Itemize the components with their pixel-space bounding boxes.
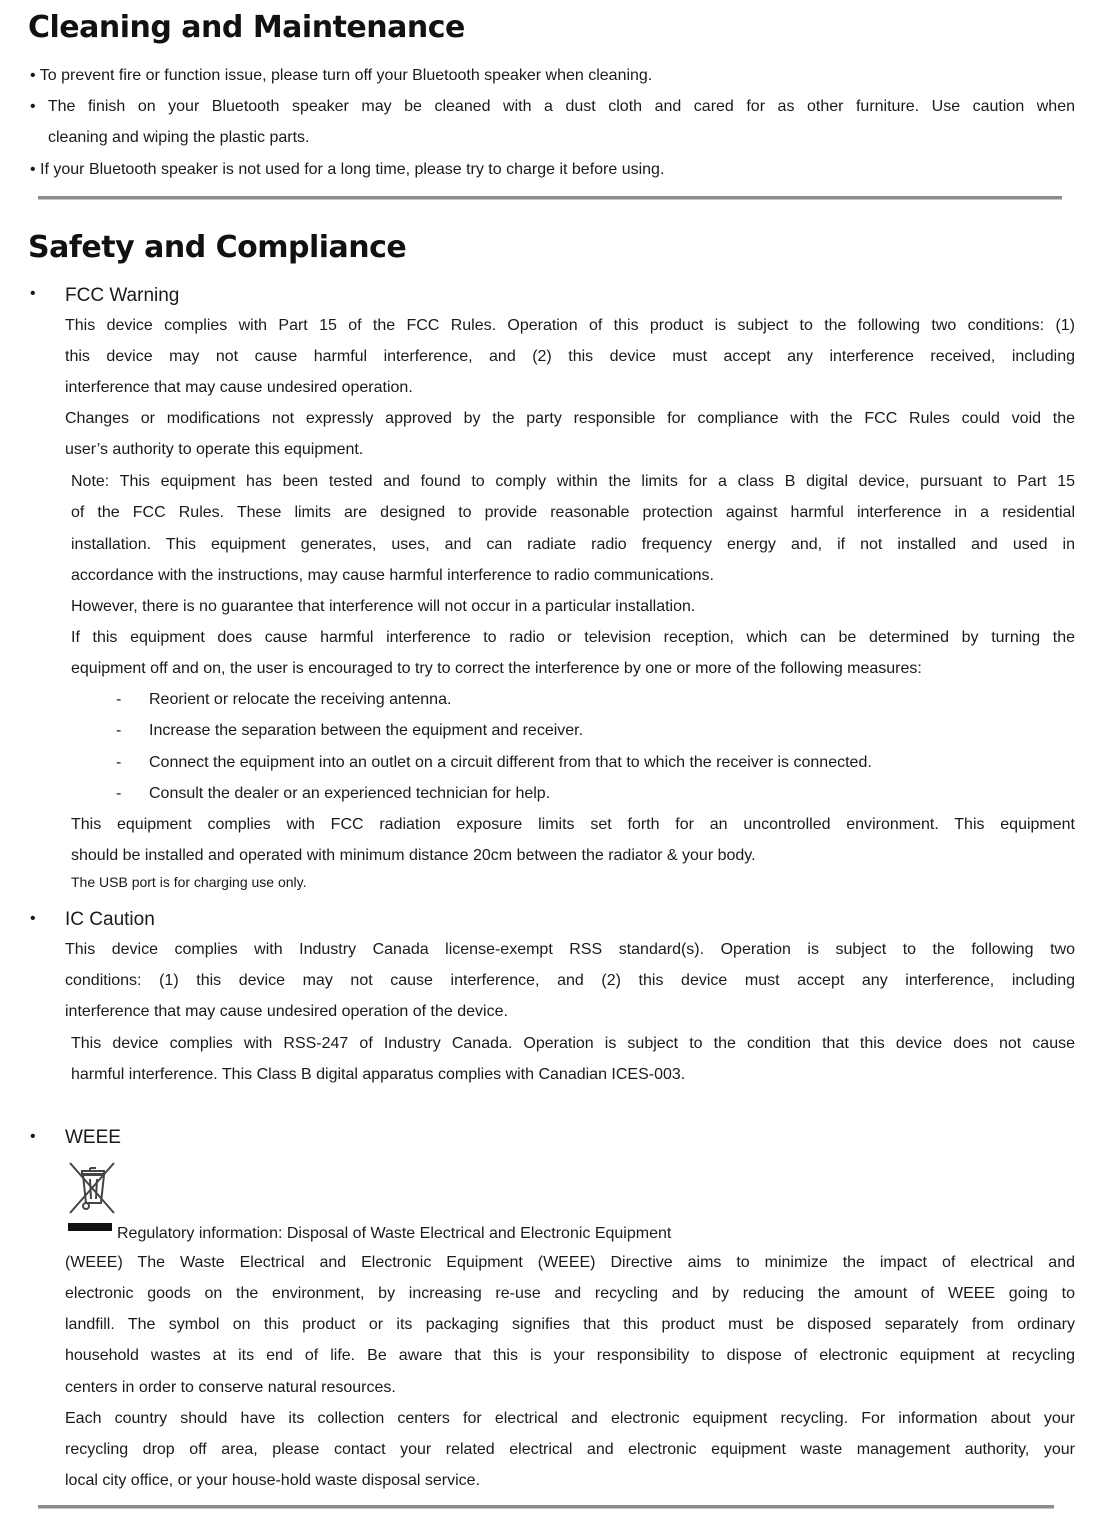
ic-rss-line-2: harmful interference. This Class B digital apparatus complies with Canadian ICES-003.: [71, 1066, 686, 1083]
weee-line-7: recycling drop off area, please contact your related electrical and electronic equipment waste management authority, your: [65, 1441, 1075, 1458]
fcc-note-line-2: of the FCC Rules. These limits are designed to provide reasonable protection against harmful interference in a residential: [71, 504, 1075, 521]
measure-dash: -: [116, 785, 122, 802]
fcc-note-line-1: Note: This equipment has been tested and found to comply within the limits for a class B digital device, pursuant to Part 15: [71, 473, 1075, 490]
fcc-line-2: this device may not cause harmful interference, and (2) this device must accept any interference received, including: [65, 348, 1075, 365]
fcc-bullet: •: [30, 285, 36, 302]
cleaning-bullet-3: • If your Bluetooth speaker is not used for a long time, please try to charge it before using.: [30, 161, 665, 178]
fcc-exposure-line-1: This equipment complies with FCC radiation exposure limits set forth for an uncontrolled environment. This equipment: [71, 816, 1075, 833]
cleaning-title: Cleaning and Maintenance: [28, 10, 465, 45]
measure-dash: -: [116, 691, 122, 708]
section-divider: [38, 196, 1062, 200]
ic-line-1: This device complies with Industry Canada license-exempt RSS standard(s). Operation is subject to the following two: [65, 941, 1075, 958]
weee-line-1: (WEEE) The Waste Electrical and Electronic Equipment (WEEE) Directive aims to minimize the impact of electrical and: [65, 1254, 1075, 1271]
usb-note: The USB port is for charging use only.: [71, 874, 307, 890]
weee-line-8: local city office, or your house-hold waste disposal service.: [65, 1472, 481, 1489]
fcc-guarantee-line: However, there is no guarantee that interference will not occur in a particular installation.: [71, 598, 696, 615]
ic-bullet: •: [30, 910, 36, 927]
ic-line-2: conditions: (1) this device may not cause interference, and (2) this device must accept any interference, including: [65, 972, 1075, 989]
fcc-note-line-3: installation. This equipment generates, uses, and can radiate radio frequency energy and, if not installed and used in: [71, 536, 1075, 553]
weee-line-5: centers in order to conserve natural resources.: [65, 1379, 396, 1396]
weee-heading: WEEE: [65, 1127, 121, 1148]
weee-bullet: •: [30, 1128, 36, 1145]
weee-line-6: Each country should have its collection centers for electrical and electronic equipment recycling. For information about your: [65, 1410, 1075, 1427]
measure-dash: -: [116, 754, 122, 771]
weee-line-4: household wastes at its end of life. Be aware that this is your responsibility to dispose of electronic equipment at recycling: [65, 1347, 1075, 1364]
safety-title: Safety and Compliance: [28, 230, 407, 265]
ic-line-3: interference that may cause undesired operation of the device.: [65, 1003, 508, 1020]
fcc-note-line-4: accordance with the instructions, may cause harmful interference to radio communications.: [71, 567, 714, 584]
cleaning-bullet-1: • To prevent fire or function issue, please turn off your Bluetooth speaker when cleaning.: [30, 67, 653, 84]
cleaning-bullet-2: • The finish on your Bluetooth speaker may be cleaned with a dust cloth and cared for as other furniture. Use caution when: [30, 98, 1075, 115]
fcc-line-1: This device complies with Part 15 of the FCC Rules. Operation of this product is subject to the following two conditions: (1): [65, 317, 1075, 334]
bottom-divider: [38, 1505, 1054, 1509]
fcc-heading: FCC Warning: [65, 285, 180, 306]
fcc-exposure-line-2: should be installed and operated with minimum distance 20cm between the radiator & your body.: [71, 847, 756, 864]
fcc-line-4: Changes or modifications not expressly approved by the party responsible for compliance with the FCC Rules could void the: [65, 410, 1075, 427]
ic-rss-line-1: This device complies with RSS-247 of Industry Canada. Operation is subject to the condition that this device does not cause: [71, 1035, 1075, 1052]
weee-line-2: electronic goods on the environment, by increasing re-use and recycling and by reducing the amount of WEEE going to: [65, 1285, 1075, 1302]
measure-item: Consult the dealer or an experienced technician for help.: [149, 785, 551, 802]
measure-item: Connect the equipment into an outlet on a circuit different from that to which the receiver is connected.: [149, 754, 872, 771]
cleaning-bullet-2-cont: cleaning and wiping the plastic parts.: [48, 129, 310, 146]
fcc-interference-line-1: If this equipment does cause harmful interference to radio or television reception, which can be determined by turning the: [71, 629, 1075, 646]
measure-item: Increase the separation between the equipment and receiver.: [149, 722, 584, 739]
fcc-interference-line-2: equipment off and on, the user is encouraged to try to correct the interference by one or more of the following measures:: [71, 660, 922, 677]
ic-heading: IC Caution: [65, 909, 155, 930]
weee-black-bar: [68, 1223, 112, 1231]
crossed-out-wheelie-bin-icon: [64, 1159, 120, 1217]
fcc-line-3: interference that may cause undesired operation.: [65, 379, 413, 396]
weee-reg-info: Regulatory information: Disposal of Waste Electrical and Electronic Equipment: [117, 1225, 672, 1242]
measure-item: Reorient or relocate the receiving antenna.: [149, 691, 452, 708]
weee-line-3: landfill. The symbol on this product or its packaging signifies that this product must be disposed separately from ordinary: [65, 1316, 1075, 1333]
measure-dash: -: [116, 722, 122, 739]
fcc-line-5: user’s authority to operate this equipment.: [65, 441, 364, 458]
